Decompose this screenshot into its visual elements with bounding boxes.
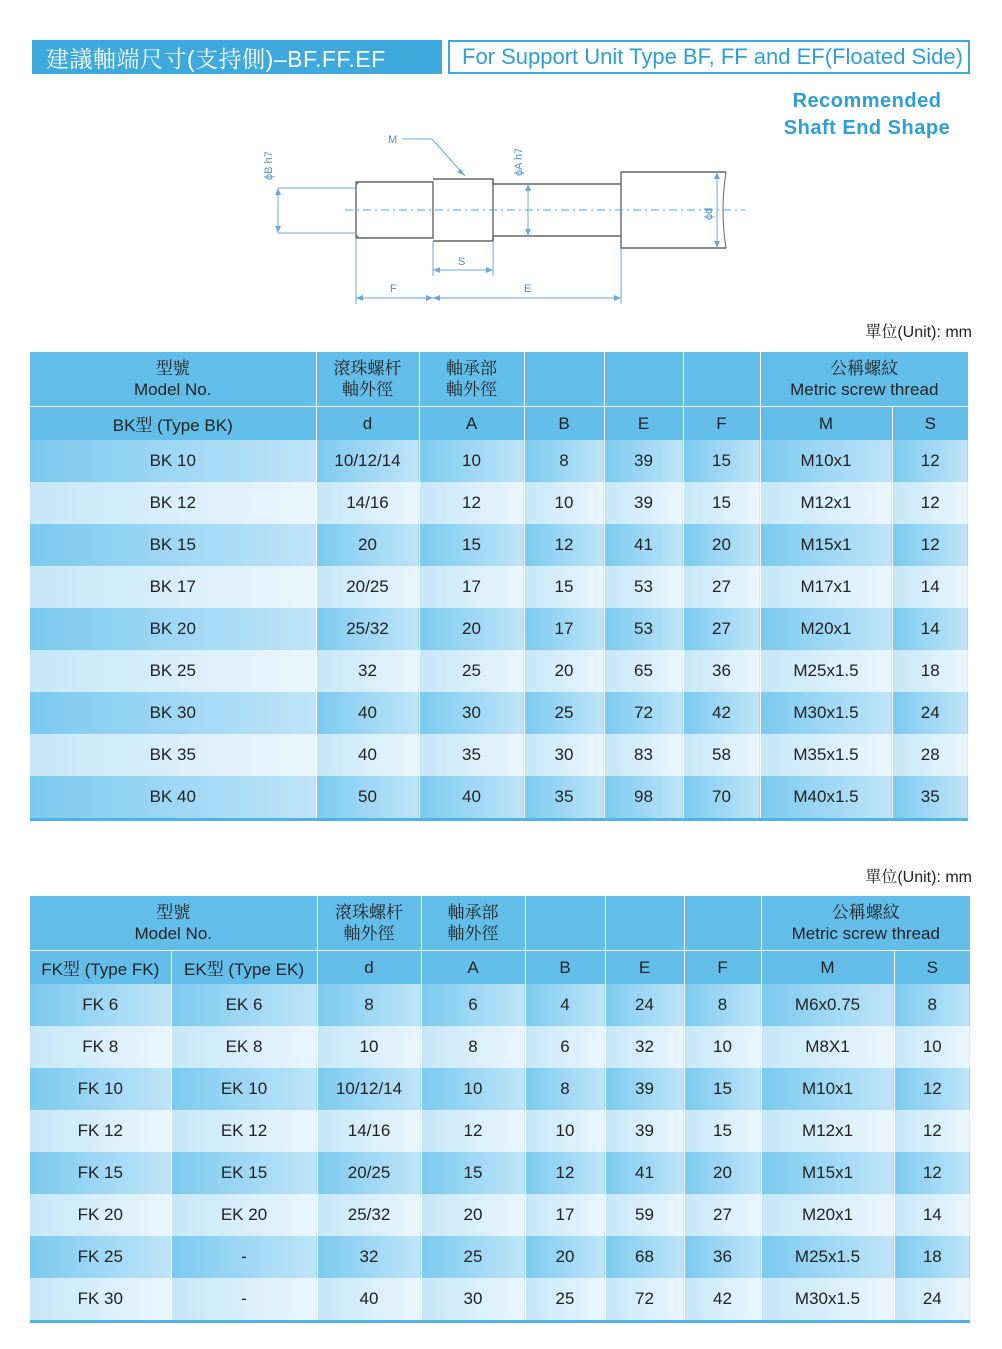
table-cell: BK 40 <box>30 776 316 820</box>
label-f: F <box>390 283 397 295</box>
table-cell: FK 30 <box>30 1278 171 1322</box>
table-cell: 98 <box>604 776 683 820</box>
table-cell: 15 <box>684 1110 761 1152</box>
table-cell: 25 <box>524 692 604 734</box>
table-cell: 8 <box>684 984 761 1026</box>
table-cell: 40 <box>317 1278 421 1322</box>
table-row <box>30 1152 970 1194</box>
table-cell: 10/12/14 <box>317 1068 421 1110</box>
table-cell: 20 <box>524 650 604 692</box>
table-cell: BK 17 <box>30 566 316 608</box>
shaft-end-diagram <box>250 128 750 308</box>
shaft-d-bottom <box>621 236 726 248</box>
label-phi-d: ϕd <box>703 207 715 220</box>
table-cell: 12 <box>892 482 968 524</box>
table-cell: - <box>171 1278 317 1322</box>
table-cell: M20x1 <box>760 608 892 650</box>
table-cell: 39 <box>604 482 683 524</box>
table-cell: BK 15 <box>30 524 316 566</box>
table-cell: FK 15 <box>30 1152 171 1194</box>
table-cell: 27 <box>683 566 760 608</box>
table-cell: 12 <box>894 1110 970 1152</box>
column-header: EK型 (Type EK) <box>171 951 317 985</box>
table-cell: 24 <box>892 692 968 734</box>
table-cell: 59 <box>605 1194 684 1236</box>
table-cell: M15x1 <box>760 524 892 566</box>
table-cell: M15x1 <box>761 1152 894 1194</box>
column-header: E <box>604 407 683 441</box>
table-row <box>30 1194 970 1236</box>
column-header: E <box>605 951 684 985</box>
recommended-shape-caption <box>760 88 974 142</box>
table-cell: 72 <box>605 1278 684 1322</box>
table-cell: 10 <box>317 1026 421 1068</box>
table-cell: 12 <box>524 524 604 566</box>
table-cell: 15 <box>421 1152 525 1194</box>
unit-label-2: 單位(Unit): mm <box>865 869 972 886</box>
table-cell: 53 <box>604 566 683 608</box>
table-cell: 20/25 <box>316 566 419 608</box>
table-cell: 32 <box>317 1236 421 1278</box>
title-bar <box>32 40 970 74</box>
table-cell: 12 <box>894 1152 970 1194</box>
table-row <box>30 1026 970 1068</box>
table-cell: 58 <box>683 734 760 776</box>
table-cell: 39 <box>604 440 683 482</box>
table-cell: 24 <box>605 984 684 1026</box>
table-cell: 35 <box>892 776 968 820</box>
table-row <box>30 1278 970 1322</box>
table-cell: 12 <box>892 524 968 566</box>
table-cell: M12x1 <box>760 482 892 524</box>
table-cell: 20 <box>684 1152 761 1194</box>
table-cell: 83 <box>604 734 683 776</box>
table-cell: 10 <box>525 1110 605 1152</box>
table-cell: M20x1 <box>761 1194 894 1236</box>
table-cell: 25 <box>421 1236 525 1278</box>
table-cell: 36 <box>684 1236 761 1278</box>
table-cell: EK 12 <box>171 1110 317 1152</box>
table-cell: 32 <box>605 1026 684 1068</box>
table-cell: EK 8 <box>171 1026 317 1068</box>
table-cell: 4 <box>525 984 605 1026</box>
table-cell: 25/32 <box>316 608 419 650</box>
table-row <box>30 608 968 650</box>
table-cell: 20 <box>421 1194 525 1236</box>
table-cell: M10x1 <box>761 1068 894 1110</box>
table-cell: 39 <box>605 1068 684 1110</box>
unit-label-1: 單位(Unit): mm <box>865 324 972 341</box>
table-cell: 50 <box>316 776 419 820</box>
table-cell: 20 <box>316 524 419 566</box>
table-cell: M12x1 <box>761 1110 894 1152</box>
label-e: E <box>524 283 532 295</box>
table-cell: 8 <box>421 1026 525 1068</box>
column-header: BK型 (Type BK) <box>30 407 316 441</box>
d-header: 滾珠螺杆 軸外徑 <box>316 352 419 407</box>
table-cell: 32 <box>316 650 419 692</box>
table-row <box>30 776 968 820</box>
table-row <box>30 734 968 776</box>
table-cell: FK 6 <box>30 984 171 1026</box>
table-cell: 20 <box>419 608 524 650</box>
table-row <box>30 440 968 482</box>
column-header: M <box>760 407 892 441</box>
table-cell: 24 <box>894 1278 970 1322</box>
table-cell: 6 <box>525 1026 605 1068</box>
column-header: d <box>317 951 421 985</box>
table-cell: BK 35 <box>30 734 316 776</box>
label-m: M <box>388 134 398 146</box>
table-cell: 35 <box>524 776 604 820</box>
table-cell: BK 10 <box>30 440 316 482</box>
table-cell: 12 <box>525 1152 605 1194</box>
table-cell: 30 <box>421 1278 525 1322</box>
table-cell: 30 <box>524 734 604 776</box>
column-header: F <box>683 407 760 441</box>
table-cell: M17x1 <box>760 566 892 608</box>
table-cell: M40x1.5 <box>760 776 892 820</box>
table-cell: FK 25 <box>30 1236 171 1278</box>
table-row <box>30 566 968 608</box>
thread-header: 公稱螺紋 Metric screw thread <box>760 352 968 407</box>
table-cell: 15 <box>683 482 760 524</box>
table-cell: 53 <box>604 608 683 650</box>
column-header: FK型 (Type FK) <box>30 951 171 985</box>
table-cell: 14 <box>894 1194 970 1236</box>
table-cell: 18 <box>892 650 968 692</box>
table-cell: 15 <box>419 524 524 566</box>
table-cell: 8 <box>894 984 970 1026</box>
title-chinese: 建議軸端尺寸(支持側)–BF.FF.EF <box>32 40 442 74</box>
table-cell: 10 <box>524 482 604 524</box>
table-cell: 14 <box>892 566 968 608</box>
table-cell: 40 <box>419 776 524 820</box>
label-phi-a: ϕA h7 <box>513 147 525 176</box>
column-header: S <box>894 951 970 985</box>
recommended-line-2: Shaft End Shape <box>783 117 951 139</box>
table-row <box>30 524 968 566</box>
table-cell: 42 <box>683 692 760 734</box>
table-cell: FK 20 <box>30 1194 171 1236</box>
table-cell: 25/32 <box>317 1194 421 1236</box>
table-cell: 36 <box>683 650 760 692</box>
d-header: 滾珠螺杆 軸外徑 <box>317 896 421 951</box>
table-cell: M8X1 <box>761 1026 894 1068</box>
table-row <box>30 650 968 692</box>
table-cell: M25x1.5 <box>761 1236 894 1278</box>
table-cell: FK 8 <box>30 1026 171 1068</box>
column-header: B <box>525 951 605 985</box>
a-header: 軸承部 軸外徑 <box>421 896 525 951</box>
table-cell: 68 <box>605 1236 684 1278</box>
column-header: F <box>684 951 761 985</box>
table-cell: 27 <box>683 608 760 650</box>
table-cell: 65 <box>604 650 683 692</box>
label-phi-b: ϕB h7 <box>263 151 275 180</box>
table-cell: 28 <box>892 734 968 776</box>
bk-dimension-table <box>30 352 968 821</box>
table-cell: FK 12 <box>30 1110 171 1152</box>
table-cell: 12 <box>421 1110 525 1152</box>
table-cell: BK 25 <box>30 650 316 692</box>
table-cell: 10 <box>419 440 524 482</box>
table-cell: 27 <box>684 1194 761 1236</box>
table-cell: 8 <box>524 440 604 482</box>
column-header: d <box>316 407 419 441</box>
table-cell: EK 6 <box>171 984 317 1026</box>
table-cell: 18 <box>894 1236 970 1278</box>
column-header: A <box>419 407 524 441</box>
table-cell: 25 <box>419 650 524 692</box>
table-cell: 40 <box>316 692 419 734</box>
a-header: 軸承部 軸外徑 <box>419 352 524 407</box>
table-cell: 15 <box>524 566 604 608</box>
table-cell: M10x1 <box>760 440 892 482</box>
table-cell: M6x0.75 <box>761 984 894 1026</box>
table-cell: 10/12/14 <box>316 440 419 482</box>
table-cell: BK 20 <box>30 608 316 650</box>
table-cell: 10 <box>894 1026 970 1068</box>
column-header: S <box>892 407 968 441</box>
table-cell: 25 <box>525 1278 605 1322</box>
table-row <box>30 482 968 524</box>
table-cell: 20 <box>525 1236 605 1278</box>
table-cell: 15 <box>683 440 760 482</box>
table-cell: 72 <box>604 692 683 734</box>
table-cell: 20/25 <box>317 1152 421 1194</box>
table-cell: 17 <box>419 566 524 608</box>
table-cell: M30x1.5 <box>761 1278 894 1322</box>
table-cell: 42 <box>684 1278 761 1322</box>
table-cell: M35x1.5 <box>760 734 892 776</box>
table-cell: M25x1.5 <box>760 650 892 692</box>
table-cell: 30 <box>419 692 524 734</box>
table-row <box>30 1110 970 1152</box>
table-cell: BK 12 <box>30 482 316 524</box>
table-row <box>30 984 970 1026</box>
table-cell: 10 <box>421 1068 525 1110</box>
table-cell: 12 <box>894 1068 970 1110</box>
table-cell: 70 <box>683 776 760 820</box>
table-cell: 17 <box>524 608 604 650</box>
table-cell: M30x1.5 <box>760 692 892 734</box>
thread-header: 公稱螺紋 Metric screw thread <box>761 896 970 951</box>
shaft-d-top <box>621 172 726 184</box>
table-cell: 12 <box>892 440 968 482</box>
table-cell: EK 10 <box>171 1068 317 1110</box>
table-row <box>30 692 968 734</box>
table-cell: 12 <box>419 482 524 524</box>
table-cell: EK 15 <box>171 1152 317 1194</box>
recommended-line-1: Recommended <box>792 90 942 112</box>
table-cell: 8 <box>525 1068 605 1110</box>
column-header: B <box>524 407 604 441</box>
table-row <box>30 1068 970 1110</box>
table-cell: 40 <box>316 734 419 776</box>
table-cell: 6 <box>421 984 525 1026</box>
table-cell: 41 <box>605 1152 684 1194</box>
table-cell: 17 <box>525 1194 605 1236</box>
table-cell: 41 <box>604 524 683 566</box>
table-cell: 14/16 <box>316 482 419 524</box>
table-cell: 35 <box>419 734 524 776</box>
model-header: 型號 Model No. <box>30 352 316 407</box>
table-cell: 8 <box>317 984 421 1026</box>
label-s: S <box>458 256 466 268</box>
title-english: For Support Unit Type BF, FF and EF(Floated Side) <box>448 40 970 74</box>
table-row <box>30 1236 970 1278</box>
table-cell: FK 10 <box>30 1068 171 1110</box>
table-cell: 20 <box>683 524 760 566</box>
table-cell: - <box>171 1236 317 1278</box>
table-cell: 14 <box>892 608 968 650</box>
table-cell: BK 30 <box>30 692 316 734</box>
table-cell: 15 <box>684 1068 761 1110</box>
table-cell: 10 <box>684 1026 761 1068</box>
table-cell: 39 <box>605 1110 684 1152</box>
fk-ek-dimension-table <box>30 896 970 1323</box>
model-header: 型號 Model No. <box>30 896 317 951</box>
column-header: M <box>761 951 894 985</box>
table-cell: 14/16 <box>317 1110 421 1152</box>
column-header: A <box>421 951 525 985</box>
table-cell: EK 20 <box>171 1194 317 1236</box>
